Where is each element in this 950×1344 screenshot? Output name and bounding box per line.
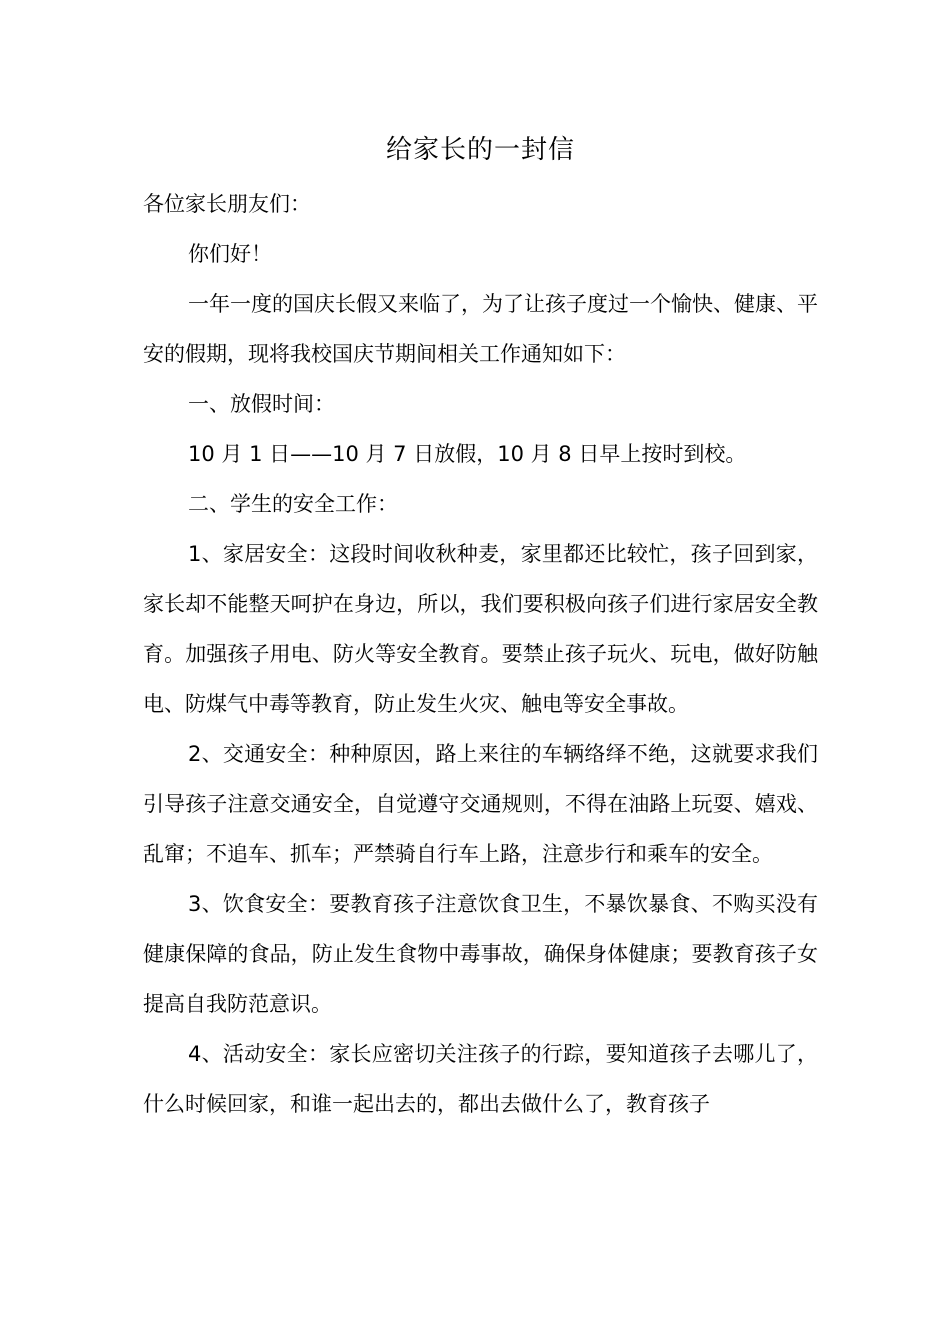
activity-safety-paragraph: 4、活动安全：家长应密切关注孩子的行踪，要知道孩子去哪儿了，什么时候回家，和谁一起出去的，都出去做什么了，教育孩子 (143, 1042, 818, 1116)
greeting-paragraph: 你们好！ (188, 242, 272, 266)
intro-paragraph: 一年一度的国庆长假又来临了，为了让孩子度过一个愉快、健康、平安的假期，现将我校国庆节期间相关工作通知如下： (143, 292, 818, 366)
section-heading-safety: 二、学生的安全工作： (188, 492, 398, 516)
food-safety-paragraph: 3、饮食安全：要教育孩子注意饮食卫生，不暴饮暴食、不购买没有健康保障的食品，防止发生食物中毒事故，确保身体健康；要教育孩子女提高自我防范意识。 (143, 892, 818, 1016)
letter-page (143, 128, 818, 1129)
holiday-dates-paragraph: 10 月 1 日——10 月 7 日放假，10 月 8 日早上按时到校。 (188, 442, 747, 466)
home-safety-paragraph: 1、家居安全：这段时间收秋种麦，家里都还比较忙，孩子回到家，家长却不能整天呵护在身边，所以，我们要积极向孩子们进行家居安全教育。加强孩子用电、防火等安全教育。要禁止孩子玩火、玩电，做好防触电、防煤气中毒等教育，防止发生火灾、触电等安全事故。 (143, 542, 818, 716)
traffic-safety-paragraph: 2、交通安全：种种原因，路上来往的车辆络绎不绝，这就要求我们引导孩子注意交通安全，自觉遵守交通规则，不得在油路上玩耍、嬉戏、乱窜；不追车、抓车；严禁骑自行车上路，注意步行和乘车的安全。 (143, 742, 818, 866)
letter-title: 给家长的一封信 (385, 135, 575, 165)
section-heading-holiday: 一、放假时间： (188, 392, 335, 416)
salutation: 各位家长朋友们： (143, 192, 311, 216)
